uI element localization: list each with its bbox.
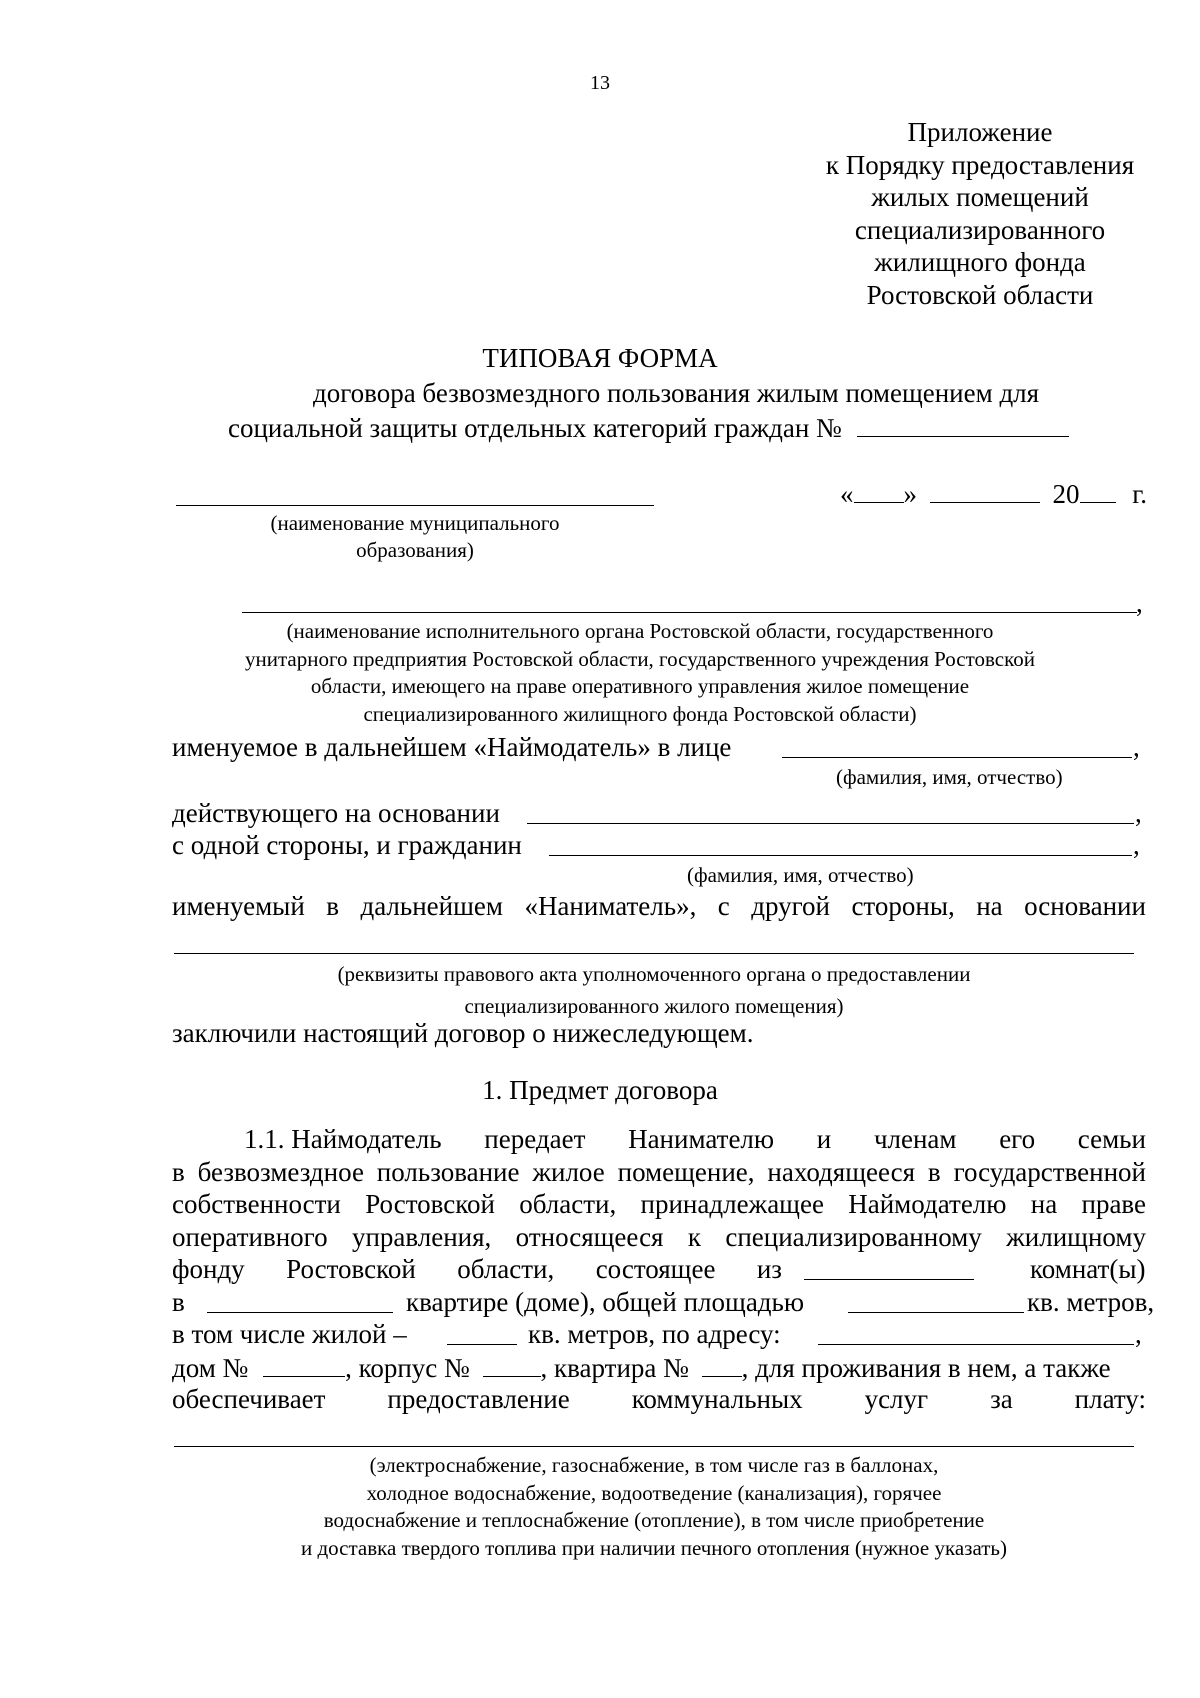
address-field[interactable] bbox=[818, 1344, 1134, 1345]
caption-line: образования) bbox=[356, 538, 474, 562]
municipality-caption bbox=[176, 510, 654, 564]
page-number: 13 bbox=[590, 72, 610, 94]
date-year-prefix: 20 bbox=[1052, 479, 1080, 509]
para-1-1-line-7-b: кв. метров, по адресу: bbox=[528, 1319, 781, 1349]
date-close-quote: » bbox=[903, 479, 917, 509]
purpose-text: , для проживания в нем, а также bbox=[741, 1353, 1111, 1383]
rooms-label: комнат(ы) bbox=[1030, 1254, 1146, 1284]
caption-line: специализированного жилого помещения) bbox=[464, 994, 844, 1018]
date-year-field[interactable] bbox=[1080, 478, 1116, 503]
tenant-word: основании bbox=[1024, 891, 1146, 921]
tenant-line bbox=[172, 891, 1146, 922]
citizen-line-text: с одной стороны, и гражданин bbox=[172, 830, 522, 860]
utilities-caption bbox=[174, 1452, 1134, 1562]
requisites-caption bbox=[174, 958, 1134, 1022]
basis-field[interactable] bbox=[527, 823, 1134, 824]
caption-line: холодное водоснабжение, водоотведение (канализация), горячее bbox=[366, 1480, 942, 1505]
appendix-line: специализированного bbox=[854, 214, 1106, 245]
para-word: передает bbox=[484, 1124, 586, 1154]
para-word: членам bbox=[873, 1124, 957, 1154]
house-label: дом № bbox=[172, 1353, 249, 1383]
caption-line: (электроснабжение, газоснабжение, в том числе газ в баллонах, bbox=[369, 1453, 939, 1477]
utilities-field[interactable] bbox=[174, 1446, 1134, 1447]
tenant-word: в bbox=[326, 891, 339, 921]
landlord-line-text: именуемое в дальнейшем «Наймодатель» в лице bbox=[172, 732, 732, 762]
form-heading: ТИПОВАЯ ФОРМА bbox=[482, 343, 718, 373]
tenant-word: дальнейшем bbox=[360, 891, 503, 921]
appendix-block bbox=[795, 116, 1165, 311]
tenant-word: именуемый bbox=[172, 891, 305, 921]
caption-line: унитарного предприятия Ростовской области, государственного учреждения Ростовской bbox=[244, 646, 1035, 671]
caption-line: специализированного жилищного фонда Ростовской области) bbox=[363, 701, 917, 726]
para-word: предоставление bbox=[387, 1384, 570, 1414]
building-label: , корпус № bbox=[345, 1353, 470, 1383]
para-word: 1.1. Наймодатель bbox=[244, 1124, 442, 1154]
para-1-1-line-3: собственности Ростовской области, принадлежащее Наймодателю на праве bbox=[172, 1189, 1146, 1219]
caption-line: (наименование исполнительного органа Ростовской области, государственного bbox=[286, 619, 994, 643]
appendix-line: Приложение bbox=[907, 117, 1053, 147]
date-year-suffix: г. bbox=[1132, 479, 1148, 509]
para-word: Нанимателю bbox=[628, 1124, 775, 1154]
executive-caption bbox=[160, 618, 1120, 728]
date-month-field[interactable] bbox=[930, 478, 1040, 503]
contract-date bbox=[840, 478, 1147, 510]
living-area-field[interactable] bbox=[447, 1344, 517, 1345]
para-word: из bbox=[756, 1254, 782, 1284]
para-word: обеспечивает bbox=[172, 1384, 326, 1414]
citizen-comma: , bbox=[1133, 830, 1140, 860]
tenant-word: стороны, bbox=[851, 891, 955, 921]
contract-number-field[interactable] bbox=[857, 412, 1069, 437]
municipality-field[interactable] bbox=[176, 505, 654, 506]
appendix-line: жилищного фонда bbox=[874, 247, 1086, 277]
address-comma: , bbox=[1135, 1319, 1142, 1349]
para-word: плату: bbox=[1074, 1384, 1146, 1414]
apartment-rooms-field[interactable] bbox=[207, 1312, 393, 1313]
basis-comma: , bbox=[1135, 798, 1142, 828]
tenant-word: другой bbox=[751, 891, 830, 921]
para-1-1-line-6-c: кв. метров, bbox=[1027, 1287, 1155, 1317]
para-1-1-line-8 bbox=[172, 1352, 1111, 1384]
house-number-field[interactable] bbox=[263, 1352, 345, 1377]
landlord-representative-field[interactable] bbox=[782, 757, 1132, 758]
caption-line: области, имеющего на праве оперативного управления жилое помещение bbox=[310, 674, 970, 698]
title-line-2 bbox=[228, 412, 1069, 444]
para-word: услуг bbox=[864, 1384, 929, 1414]
appendix-line: Ростовской области bbox=[866, 279, 1094, 310]
para-word: и bbox=[816, 1124, 832, 1154]
para-1-1-line-7-a: в том числе жилой – bbox=[172, 1319, 407, 1349]
appendix-line: к Порядку предоставления bbox=[825, 149, 1135, 180]
fio-caption-2: (фамилия, имя, отчество) bbox=[687, 863, 914, 887]
executive-comma: , bbox=[1136, 588, 1143, 618]
para-word: за bbox=[990, 1384, 1013, 1414]
tenant-word: с bbox=[717, 891, 730, 921]
section-1-heading: 1. Предмет договора bbox=[482, 1075, 718, 1105]
fio-caption-1: (фамилия, имя, отчество) bbox=[836, 765, 1063, 789]
total-area-field[interactable] bbox=[848, 1312, 1024, 1313]
executive-body-field[interactable] bbox=[242, 612, 1137, 613]
date-open-quote: « bbox=[840, 479, 854, 509]
para-1-1-line-4: оперативного управления, относящееся к специализированному жилищному bbox=[172, 1222, 1146, 1252]
concluded-text: заключили настоящий договор о нижеследующем. bbox=[172, 1018, 754, 1048]
title-line-2-text: социальной защиты отдельных категорий граждан № bbox=[228, 413, 842, 443]
landlord-comma: , bbox=[1133, 732, 1140, 762]
para-word: состоящее bbox=[595, 1254, 716, 1284]
building-number-field[interactable] bbox=[483, 1352, 541, 1377]
appendix-line: жилых помещений bbox=[871, 182, 1089, 212]
caption-line: (наименование муниципального bbox=[270, 511, 560, 535]
apartment-number-field[interactable] bbox=[702, 1352, 742, 1377]
tenant-word: «Наниматель», bbox=[524, 891, 697, 921]
requisites-field[interactable] bbox=[174, 953, 1134, 954]
para-1-1-line-2: в безвозмездное пользование жилое помещение, находящееся в государственной bbox=[172, 1157, 1146, 1187]
para-1-1-line-1 bbox=[244, 1124, 1146, 1155]
rooms-count-field[interactable] bbox=[804, 1279, 974, 1280]
para-word: области, bbox=[457, 1254, 555, 1284]
para-word: Ростовской bbox=[286, 1254, 416, 1284]
para-word: фонду bbox=[172, 1254, 245, 1284]
date-day-field[interactable] bbox=[854, 478, 904, 503]
basis-line-text: действующего на основании bbox=[172, 798, 500, 828]
para-1-1-line-5-words bbox=[172, 1254, 782, 1285]
tenant-word: на bbox=[976, 891, 1003, 921]
caption-line: (реквизиты правового акта уполномоченного органа о предоставлении bbox=[337, 962, 971, 986]
para-1-1-line-6-a: в bbox=[172, 1287, 185, 1317]
para-1-1-line-6-b: квартире (доме), общей площадью bbox=[406, 1287, 805, 1317]
para-word: его bbox=[999, 1124, 1036, 1154]
caption-line: и доставка твердого топлива при наличии печного отопления (нужное указать) bbox=[300, 1535, 1007, 1560]
para-1-1-line-9 bbox=[172, 1384, 1146, 1415]
para-word: коммунальных bbox=[631, 1384, 803, 1414]
citizen-field[interactable] bbox=[549, 855, 1132, 856]
para-word: семьи bbox=[1077, 1124, 1146, 1154]
caption-line: водоснабжение и теплоснабжение (отопление), в том числе приобретение bbox=[323, 1508, 985, 1532]
title-line-1: договора безвозмездного пользования жилым помещением для bbox=[313, 378, 1040, 408]
apartment-label: , квартира № bbox=[540, 1353, 689, 1383]
